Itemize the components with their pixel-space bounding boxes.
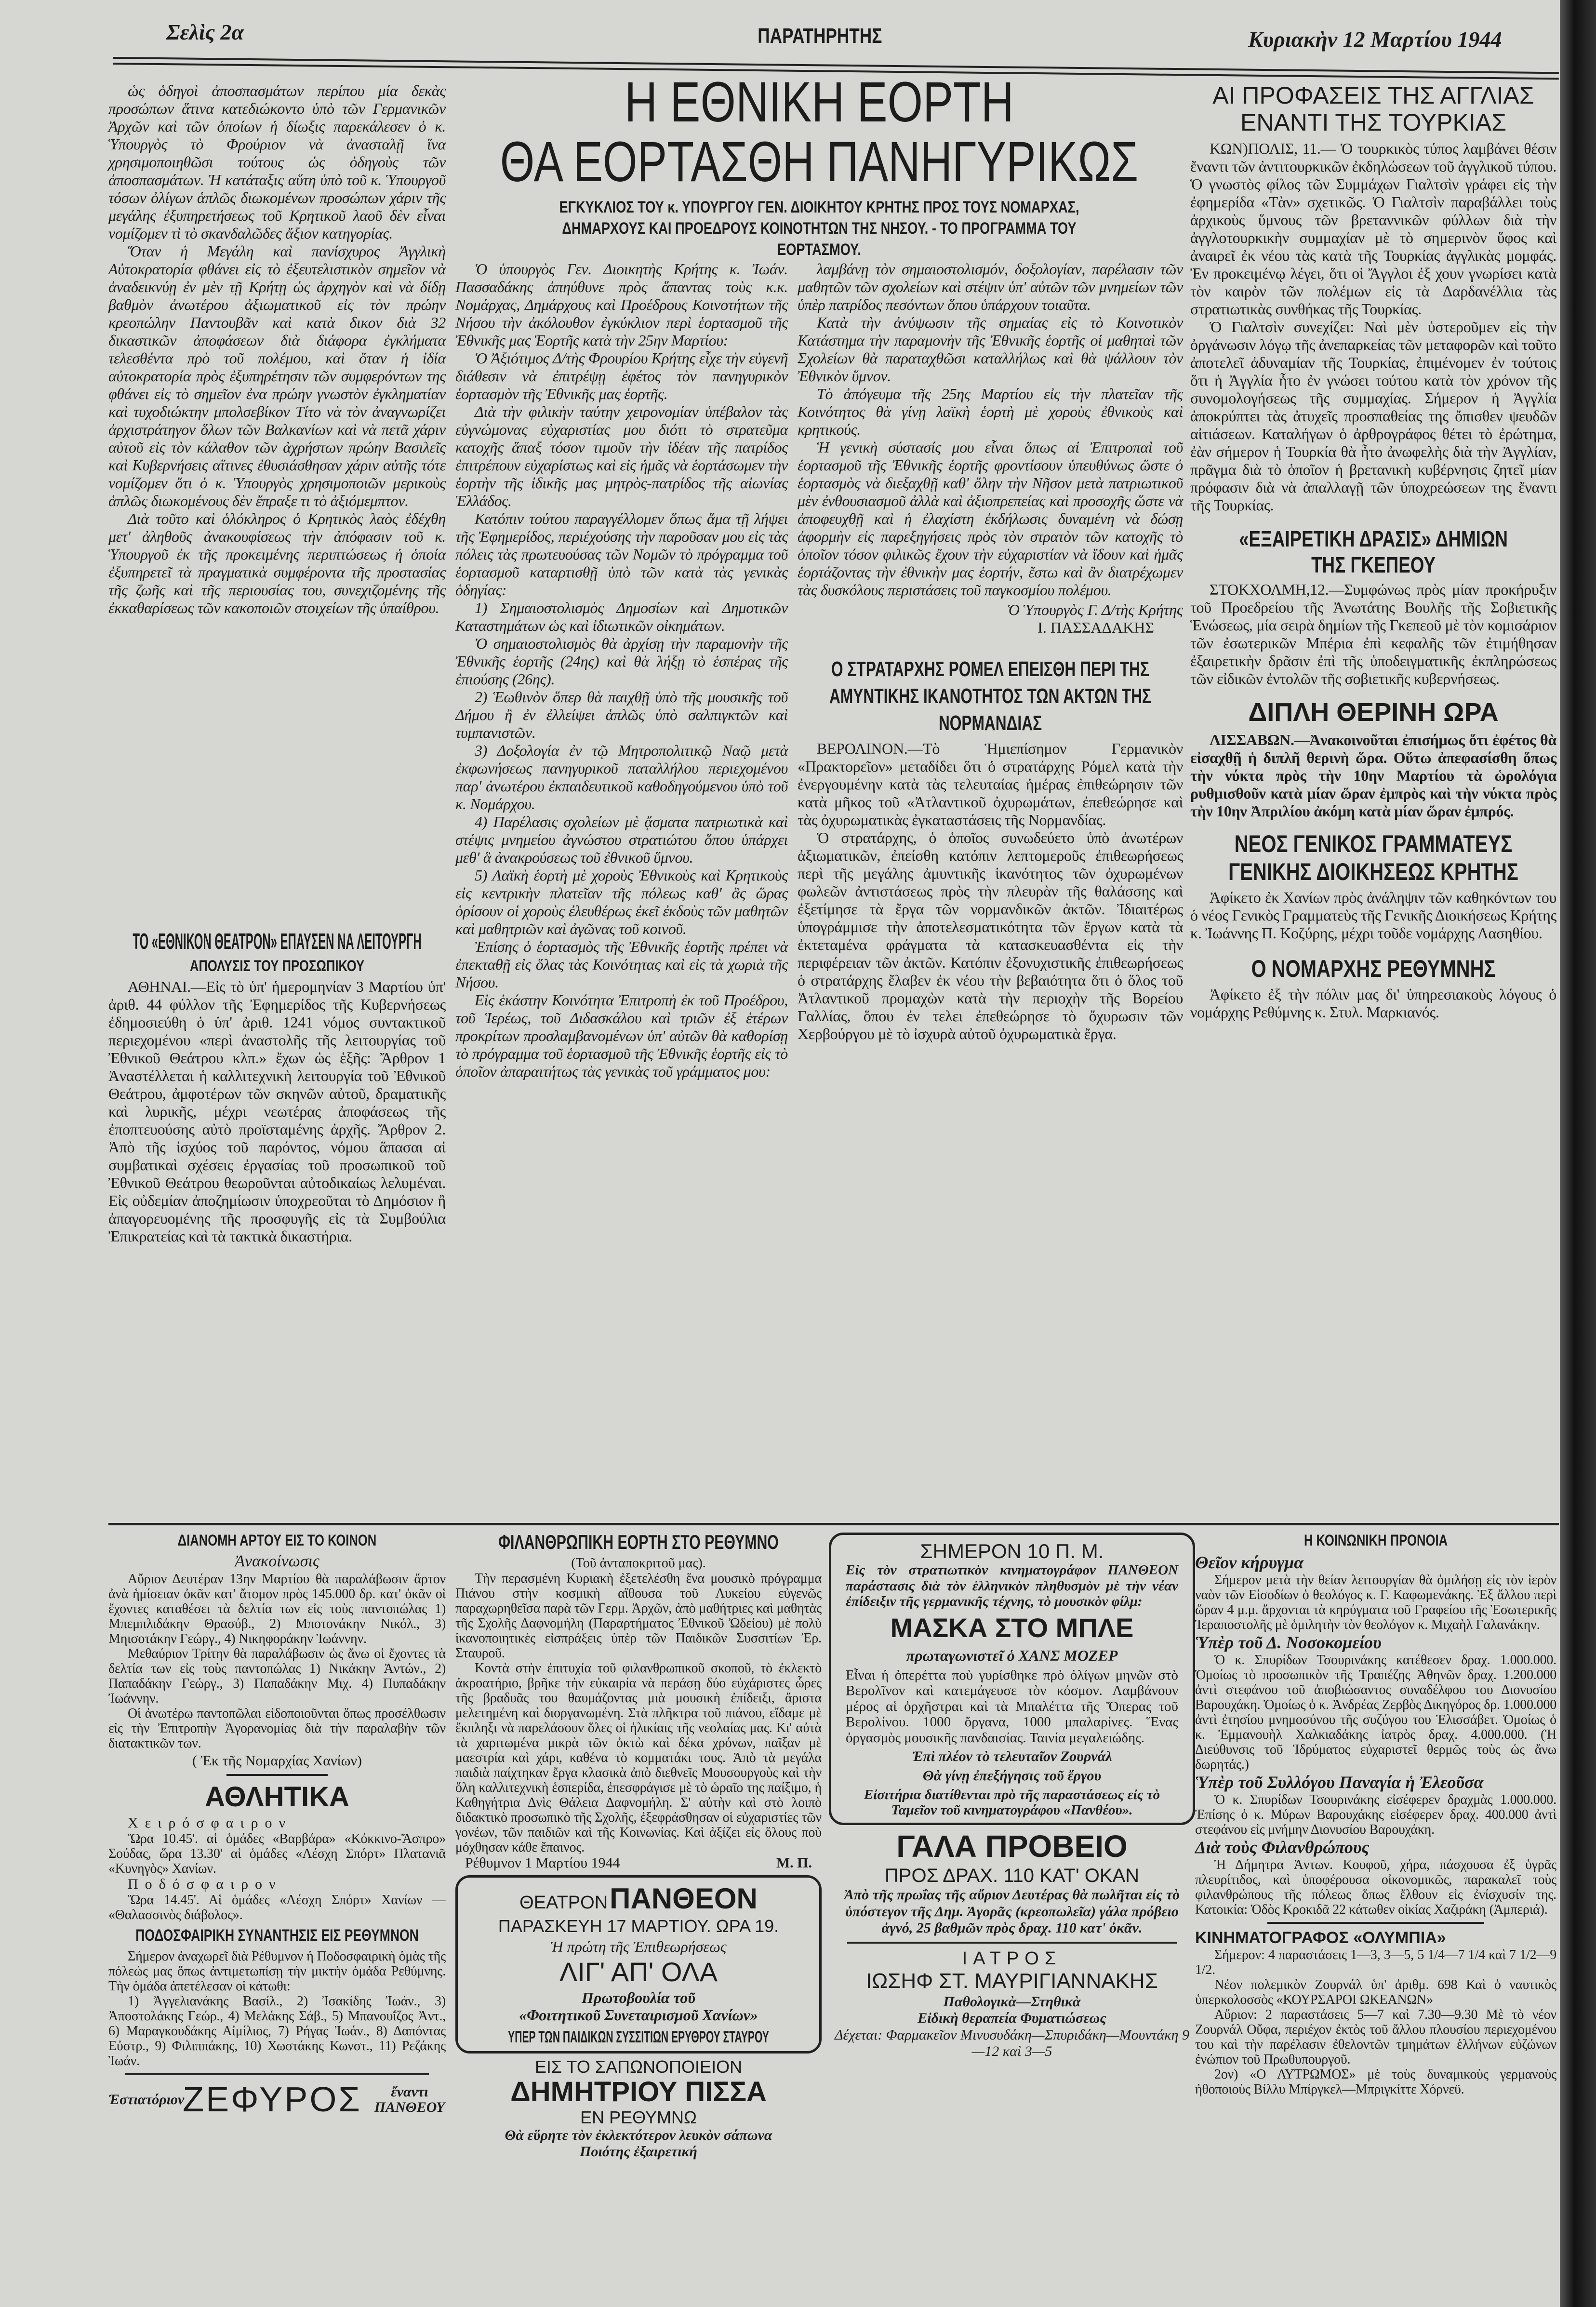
article-body [1190,581,1556,688]
doctor-specialty: Παθολογικὰ—Στηθικὰ [943,1993,1081,2010]
main-headline-block [453,72,1185,265]
paragraph: Μεθαύριον Τρίτην θὰ παραλάβωσιν ὡς ἄνω οἱ ἔχοντες τὰ δελτία των εἰς τοὺς παντοπώλας 1) Νικάκην Ἀντών., 2) Παπαδάκην Γεώργ., 3) Παπαδάκην Μιχ. 4) Πυπαδάκην Ἰωάννην. [108,1646,446,1706]
paragraph: λαμβάνῃ τὸν σημαιοστολισμόν, δοξολογίαν, παρέλασιν τῶν μαθητῶν τῶν σχολείων καὶ στέψιν ὑπ' αὐτῶν τῶν μνημείων τῶν ὑπὲρ πατρίδος πεσόντων ὅπου ὑπάρχουν τοιαῦτα. [798,260,1183,313]
main-article-col-1 [455,260,788,1080]
sport-football: Ποδόσφαιρον [128,1876,282,1892]
philanthropy-title: Διὰ τοὺς Φιλανθρώπους [1195,1838,1370,1857]
society-title: Ὑπὲρ τοῦ Συλλόγου Παναγία ἡ Ἐλεοῦσα [1195,1773,1484,1792]
page-number: Σελὶς 2α [166,20,244,44]
sheep-milk-ad [829,1829,1195,1936]
paragraph: ΑΘΗΝΑΙ.—Εἰς τὸ ὑπ' ἡμερομηνίαν 3 Μαρτίου ὑπ' ἀριθ. 44 φύλλον τῆς Ἐφημερίδος τῆς Κυβερνήσεως ἐδημοσιεύθη ὁ ὑπ' ἀριθ. 1241 νόμος συντακτικοῦ περιεχομένου «περὶ ἀναστολῆς τῆς λειτουργίας τοῦ Ἐθνικοῦ Θεάτρου κλπ.» ἔχων ὡς ἑξῆς: Ἄρθρον 1 Ἀναστέλλεται ἡ καλλιτεχνικὴ λειτουργία τοῦ Ἐθνικοῦ Θεάτρου, ἀμφοτέρων τῶν σκηνῶν αὐτοῦ, δραματικῆς καὶ λυρικῆς, μέχρι νεωτέρας ἀποφάσεως τῆς ἐποπτευούσης αὐτὸ προϊσταμένης ἀρχῆς. Ἄρθρον 2. Ἀπὸ τῆς ἰσχύος τοῦ παρόντος, νόμου ἅπασαι αἱ συμβατικαὶ σχέσεις ἐργασίας τοῦ προσωπικοῦ τοῦ Ἐθνικοῦ Θεάτρου θεωροῦνται αὐτοδικαίως λελυμέναι. Εἰς οὐδεμίαν ἀποζημίωσιν ὑποχρεοῦται τὸ Δημόσιον ἢ ἀπαγορευομένης τῆς προσφυγῆς εἰς τὰ Συμβούλια Ἐπικρατείας καὶ τὰ τακτικὰ δικαστήρια. [108,978,446,1245]
notice-title: ΔΙΑΝΟΜΗ ΑΡΤΟΥ ΕΙΣ ΤΟ ΚΟΙΝΟΝ [177,1532,377,1549]
paragraph: Ὁ ὑπουργὸς Γεν. Διοικητὴς Κρήτης κ. Ἰωάν. Πασσαδάκης ἀπηύθυνε πρὸς ἅπαντας τοὺς κ.κ. Νομάρχας, Δημάρχους καὶ Προέδρους Κοινοτήτων τῆς Νήσου τὴν ἀκόλουθον ἐγκύκλιον περὶ ἑορτασμοῦ τῆς Ἐθνικῆς μας Ἑορτῆς κατὰ τὴν 25ην Μαρτίου: [455,260,788,349]
paragraph: Ὁ σημαιοστολισμὸς θὰ ἀρχίσῃ τὴν παραμονὴν τῆς Ἐθνικῆς ἑορτῆς (24ης) καὶ θὰ λήξῃ τὸ ἑσπέρας τῆς ἐπιούσης (26ης). [455,635,788,688]
paragraph: Κοντὰ στὴν ἐπιτυχία τοῦ φιλανθρωπικοῦ σκοποῦ, τὸ ἐκλεκτὸ ἀκροατήριο, βρῆκε τὴν εὐκαιρία νὰ περάσῃ δύο εὐχάριστες ὧρες τῆς βραδυᾶς του θαυμάζοντας μιὰ μουσικὴ ἐπίδειξι, ἄριστα μελετημένη καὶ διοργανωμένη. Στὰ πλῆκτρα τοῦ πιάνου, εἴδαμε μὲ ἔκπληξι νὰ παρελάσουν ὅλες οἱ ἡλικίαις τῆς νεολαίας μας. Κι' αὐτὰ τὰ χαριτωμένα μικρὰ τῶν ὀκτὼ καὶ δέκα χρόνων, παῖξαν μὲ μαεστρία καὶ χάρι, καθένα τὸ κομματάκι τους. Ἀπὸ τὰ μεγάλα παιδιὰ παίχτηκαν ἔργα κλασικὰ ἀπὸ διεθνεῖς Μουσουργοὺς καὶ τὴν ὅλη καλλιτεχνικὴ ἑσπερίδα, ἐπεσφράγισε μὲ τὸ ὡραῖο της παίξιμο, ἡ Καθηγήτρια Δνὶς Θάλεια Δαφνομήλη. Σ' αὐτὴν καὶ στὸ λοιπὸ διδακτικὸ προσωπικὸ τῆς Σχολῆς, ἐξεφράσθησαν οἱ εὐχαριστίες τῶν γονέων, τῶν παιδιῶν καὶ τῆς Κοινωνίας. Καὶ ἀξίζει εἰς ὅλους ποὺ μόχθησαν κάθε ἔπαινος. [455,1661,822,1855]
milk-price: ΠΡΟΣ ΔΡΑΧ. 110 ΚΑΤ' ΟΚΑΝ [884,1865,1140,1887]
article-title-turkey: ΑΙ ΠΡΟΦΑΣΕΙΣ ΤΗΣ ΑΓΓΛΙΑΣ ΕΝΑΝΤΙ ΤΗΣ ΤΟΥΡΚΙΑΣ [1212,82,1534,136]
ad-tickets: Εἰσιτήρια διατίθενται πρὸ τῆς παραστάσεως εἰς τὸ Ταμεῖον τοῦ κινηματογράφου «Πανθέου». [864,1787,1160,1818]
cinema-pantheon-ad [829,1533,1195,1825]
headline-line-2: ΘΑ ΕΟΡΤΑΣΘΗ ΠΑΝΗΓΥΡΙΚΩΣ [500,130,1139,194]
zefyros-right: ἔναντι ΠΑΝΘΕΟΥ [374,2084,445,2115]
article-body [1190,986,1556,1021]
welfare-title: Η ΚΟΙΝΩΝΙΚΗ ΠΡΟΝΟΙΑ [1303,1532,1448,1549]
charity-note: (Τοῦ ἀνταποκριτοῦ μας). [571,1556,706,1571]
article-body [1190,140,1556,514]
ad-premiere: Ἡ πρώτη τῆς Ἐπιθεωρήσεως [550,1937,727,1955]
headline-line-1: Η ΕΘΝΙΚΗ ΕΟΡΤΗ [625,70,1014,134]
paragraph: Σήμερον ἀναχωρεῖ διὰ Ρέθυμνον ἡ Ποδοσφαιρικὴ ὁμὰς τῆς πόλεώς μας ὅπως ἀντιμετωπίσῃ τὴν μικτὴν ὁμάδα Ρεθύμνης. Τὴν ὁμάδα ἀπετέλεσαν οἱ κάτωθι: [108,1949,446,1994]
society-text: Ὁ κ. Σπυρίδων Τσουρινάκης εἰσέφερεν δραχμὰς 1.000.000. Ἐπίσης ὁ κ. Μύρων Βαρουχάκης εἰσέφερεν δραχ. 400.000 ἀντὶ στεφάνου εἰς μνήμην Διονυσίου Βαρουχάκη. [1195,1792,1556,1837]
paragraph: Κατόπιν τούτου παραγγέλλομεν ὅπως ἅμα τῇ λήψει τῆς Ἐφημερίδος, περιέχούσης τὴν παροῦσαν μου εἰς τὰς πόλεις τὰς πρωτευούσας τῶν Νομῶν τὸ πρόγραμμα τοῦ ἑορτασμοῦ καταρτισθῇ ὑπὸ τῶν κατὰ τὰς γενικὰς ὁδηγίας: [455,510,788,599]
paragraph: Οἱ ἀνωτέρω παντοπῶλαι εἰδοποιοῦνται ὅπως προσέλθωσιν εἰς τὴν Ἐπιτροπὴν Ἀγορανομίας διὰ τὴν παραλαβὴν τῶν διατακτικῶν των. [108,1706,446,1751]
divider [125,2073,429,2075]
zefyros-name: ΖΕΦΥΡΟΣ [183,2080,362,2119]
paragraph: 4) Παρέλασις σχολείων μὲ ᾄσματα πατριωτικὰ καὶ στέψις μνημείου ἀγνώστου στρατιώτου ὅπου ὑπάρχει μεθ' ἃ ἀνακρούσεως τοῦ ἐθνικοῦ ὕμνου. [455,813,788,866]
zefyros-ad [108,2080,446,2120]
divider [847,1942,1177,1944]
paragraph: Εἰς ἑκάστην Κοινότητα Ἐπιτροπὴ ἐκ τοῦ Προέδρου, τοῦ Ἱερέως, τοῦ Διδασκάλου καὶ τριῶν ἐξ ἑτέρων προκρίτων προσλαμβανομένων ὑπ' αὐτῶν θὰ καθορίσῃ τὸ πρόγραμμα τοῦ ἑορτασμοῦ τῆς Ἐθνικῆς ἑορτῆς εἰς τὸ ὁποῖον ἀπαραιτήτως τὰς γενικὰς τοῦ γράμματος μου: [455,991,788,1080]
paragraph: Ὅταν ἡ Μεγάλη καὶ πανίσχυρος Ἀγγλικὴ Αὐτοκρατορία φθάνει εἰς τὸ ἐξευτελιστικὸν σημεῖον νὰ ἀναδεικνύῃ ἐν μὲν τῇ Κρήτῃ ὡς ἀρχηγὸν καὶ νὰ δίδῃ βαθμὸν ἀνωτέρου ἀξιωματικοῦ εἰς τὸν πρώην κρεοπώλην Παντουβᾶν καὶ κατὰ δικον διὰ 32 δικαστικῶν ἀποφάσεων διὰ διάφορα ἐγκλήματα τελεσθέντα πρὸ τοῦ πολέμου, καὶ ὅταν ἡ ἰδία αὐτοκρατορία πρὸς ἐξυπηρέτησιν τῶν συμφερόντων της φθάνει εἰς τὸ σημεῖον ἐνα πρώην γνωστὸν ἐγκληματίαν καὶ τυχοδιώκτην μπολσεβίκον Τίτο νὰ τὸν ἀναγνωρίζει ἀρχιστράτηγον ὅλων τῶν Βαλκανίων καὶ νὰ πετᾶ χάριν αὐτοῦ εἰς τὸν κάλαθον τῶν ἀχρήστων πρώην Βασιλεῖς καὶ Κυβερνήσεις αἵτινες ἐθυσιάσθησαν χάριν αὐτῆς τότε νομίζομεν ὅτι ὁ κ. Ὑπουργὸς χρησιμοποιῶν μερικοὺς ἁπλῶς διωκομένους δὲν ἔπραξε τι τὸ ἀξιόμεμπτον. [108,242,446,509]
paragraph: Ἀφίκετο ἐκ Χανίων πρὸς ἀνάληψιν τῶν καθηκόντων του ὁ νέος Γενικὸς Γραμματεὺς τῆς Γενικῆς Διοικήσεως Κρήτης κ. Ἰωάννης Π. Κοζύρης, μέχρι τοῦδε νομάρχης Λασηθίου. [1190,889,1556,942]
paragraph: Ἐπίσης ὁ ἑορτασμὸς τῆς Ἐθνικῆς ἑορτῆς πρέπει νὰ ἐπεκταθῇ εἰς ὅλας τὰς Κοινότητας καὶ εἰς τὰ χωριὰ τῆς Νήσου. [455,938,788,991]
paragraph: Ἀφίκετο ἐξ τὴν πόλιν μας δι' ὑπηρεσιακοὺς λόγους ὁ νομάρχης Ρεθύμνης κ. Στυλ. Μαρκιανός. [1190,986,1556,1021]
ad-theatre-label: ΘΕΑΤΡΟΝ [519,1893,608,1913]
newspaper-name: ΠΑΡΑΤΗΡΗΤΗΣ [758,24,882,48]
paragraph: Νέον πολεμικὸν Ζουρνάλ ὑπ' ἀριθμ. 698 Καὶ ὁ ναυτικὸς ὑπερκολοσσὸς «ΚΟΥΡΣΑΡΟΙ ΩΚΕΑΝΩΝ» [1195,1977,1556,2007]
article-title: ΤΟ «ΕΘΝΙΚΟΝ ΘΕΑΤΡΟΝ» ΕΠΑΥΣΕΝ ΝΑ ΛΕΙΤΟΥΡΓΗ [133,929,422,954]
issue-date: Κυριακὴν 12 Μαρτίου 1944 [1248,27,1502,52]
doctor-hours: Δέχεται: Φαρμακεῖον Μινυσυδάκη—Σπυριδάκη—Μουντάκη 9—12 καὶ 3—5 [835,2027,1189,2060]
right-column [1190,82,1556,1021]
article-national-theatre [108,925,446,1245]
article-title-nomarch: Ο ΝΟΜΑΡΧΗΣ ΡΕΘΥΜΝΗΣ [1251,955,1496,982]
ad-theatre-name: ΠΑΝΘΕΟΝ [610,1882,758,1915]
doctor-label: ΙΑΤΡΟΣ [962,1948,1062,1969]
article-body [108,978,446,1245]
ad-cause: ΥΠΕΡ ΤΩΝ ΠΑΙΔΙΚΩΝ ΣΥΣΣΙΤΙΩΝ ΕΡΥΘΡΟΥ ΣΤΑΥΡΟΥ [508,2027,769,2046]
soap-line-5: Ποιότης ἐξαιρετική [580,2143,697,2160]
pantheon-theatre-ad [455,1875,822,2054]
paragraph: Κατὰ τὴν ἀνύψωσιν τῆς σημαίας εἰς τὸ Κοινοτικὸν Κατάστημα τὴν παραμονὴν τῆς Ἐθνικῆς ἑορτῆς οἱ μαθηταὶ τῶν Σχολείων θὰ παραταχθῶσι καταλλήλως καὶ θὰ ψάλλουν τὸν Ἐθνικὸν ὕμνον. [798,314,1183,385]
doctor-name: ΙΩΣΗΦ ΣΤ. ΜΑΥΡΙΓΙΑΝΝΑΚΗΣ [866,1969,1158,1993]
ad-newsreel: Ἐπὶ πλέον τὸ τελευταῖον Ζουρνάλ [912,1748,1112,1765]
sermon-text: Σήμερον μετὰ τὴν θείαν λειτουργίαν θὰ ὁμιλήσῃ εἰς τὸν ἱερὸν ναὸν τῶν Εἰσοδίων ὁ θεολόγος κ. Γ. Καφωμενάκης. Ἐξ ἄλλου περὶ ὥραν 4 μ.μ. ἄρχονται τὰ κηρύγματα τοῦ Γραφείου τῆς Ἐσωτερικῆς Ἱεραποστολῆς μὲ ὁμιλητὴν τὸν θεολόγον κ. Μιχαὴλ Γαλανάκην. [1195,1573,1556,1632]
article-body [798,740,1183,1043]
philanthropy-text: Ἡ Δήμητρα Ἀντων. Κουφοῦ, χήρα, πάσχουσα ἐξ ὑγρᾶς πλευρίτιδος, καὶ ὑποφέρουσα οἰκονομικῶς, παρακαλεῖ τοὺς φιλανθρώπους τῆς πόλεως ὅπως ἔλθουν εἰς ἐνίσχυσίν της. Κατοικία: Ὁδὸς Κροκιδᾶ 22 κάτωθεν οἰκίας Χαζιράκη (Ἀμπεριά). [1195,1857,1556,1917]
paragraph: Διὰ τοῦτο καὶ ὁλόκληρος ὁ Κρητικὸς λαὸς ἐδέχθη μετ' ἀληθοῦς ἀνακουφίσεως τὴν ἀπόφασιν τοῦ κ. Ὑπουργοῦ ἐκ τῆς προκειμένης περιπτώσεως ἡ ὁποία ἐξυπηρετεῖ τὰ πραγματικὰ συμφέροντα τῆς προστασίας τῆς ζωῆς καὶ τῆς περιουσίας του, συνεχιζομένης τῆς ἐκκαθαρίσεως τῶν κακοποιῶν στοιχείων τῆς ὑπαίθρου. [108,510,446,616]
divider [226,1774,328,1776]
paragraph: 2ον) «Ο ΛΥΤΡΩΜΟΣ» μὲ τοὺς δυναμικοὺς γερμανοὺς ἠθοποιοὺς Βίλλυ Μπίργκελ—Μπριγκίττε Χόρνεϋ. [1195,2067,1556,2097]
paragraph: Διὰ τὴν φιλικὴν ταύτην χειρονομίαν ὑπέβαλον τὰς εὐγνώμονας εὐχαριστίας μου διότι τὸ στρατεῦμα κατοχῆς ἅπαξ τόσον τιμοῦν τὴν ἰδέαν τῆς πατρίδος ἐπιτρέπουν εὐχαρίστως καὶ εἰς ἡμᾶς νὰ ἑορτάσωμεν τὴν ἑορτὴν τῆς ἰδικῆς μας μητρὸς-πατρίδος τῆς αἰωνίας Ἑλλάδος. [455,403,788,509]
article-body [455,1571,822,1855]
adjacent-page-edge [1560,0,1596,2307]
sport-handball: Χειρόσφαιρον [128,1815,293,1831]
notice-source: ( Ἐκ τῆς Νομαρχίας Χανίων) [192,1753,362,1769]
paragraph: ΒΕΡΟΛΙΝΟΝ.—Τὸ Ἡμιεπίσημον Γερμανικὸν «Πρακτορεῖον» μεταδίδει ὅτι ὁ στρατάρχης Ρόμελ κατὰ τὴν ἐνεργουμένην κατὰ τὰς τελευταίας ἡμέρας ἐπιθεώρησιν τῶν κατὰ μῆκος τοῦ «Ἀτλαντικοῦ ὀχυρωμάτων, ἐπεθεώρησε καὶ τὰς ὀχυρωματικὰς ἐγκαταστάσεις τῆς Νορμανδίας. [798,740,1183,828]
ad-star: πρωταγωνιστεῖ ὁ ΧΑΝΣ ΜΟΖΕΡ [906,1647,1118,1665]
paragraph: Αὔριον Δευτέραν 13ην Μαρτίου θὰ παραλάβωσιν ἄρτον ἀνὰ ἡμίσειαν ὀκᾶν κατ' ἄτομον πρὸς 145.000 δρ. κατ' ὀκᾶν οἱ ἔχοντες καταθέσει τὰ δελτία των εἰς τοὺς παντοπώλας 1) Μπεμπλιδάκην Θρασύβ., 2) Μποτονάκην Νικόλ., 3) Μηισοτάκην Γεώργ., 4) Νικηφοράκην Ἰωάννην. [108,1572,446,1646]
paragraph: ὡς ὁδηγοὶ ἀποσπασμάτων περίπου μία δεκὰς προσώπων ἅτινα κατεδιώκοντο ὑπὸ τῶν Γερμανικῶν Ἀρχῶν καὶ τῶν ὁποίων ἡ δίωξις παρεκάλεσεν ὁ κ. Ὑπουργὸς τὸ Φρούριον νὰ ἀνασταλῇ ἵνα χρησιμοποιηθῶσι τούτους ὡς ὁδηγοὺς τῶν ἀποσπασμάτων. Ἡ κατάταξις αὕτη ὑπὸ τοῦ κ. Ὑπουργοῦ τόσων ὀλίγων ἁπλῶς διωκομένων προσώπων χάριν τῆς μεγάλης ἐξυπηρετήσεως τοῦ Κρητικοῦ λαοῦ δὲν εἶναι νομίζομεν τὶ τὸ σκανδαλῶδες ἄξιον κατηγορίας. [108,82,446,242]
milk-text: Ἀπὸ τῆς πρωΐας τῆς αὔριον Δευτέρας θὰ πωλῆται εἰς τὸ ὑπόστεγον τῆς Δημ. Ἀγορᾶς (κρεοπωλεῖα) γάλα πρόβειο ἀγνό, 25 βαθμῶν πρὸς δραχ. 110 κατ' ὀκᾶν. [844,1887,1180,1936]
paragraph: Ὁ Ἀξιότιμος Δ/τὴς Φρουρίου Κρήτης εἶχε τὴν εὐγενῆ διάθεσιν νὰ ἐπιτρέψῃ ἐφέτος τὸν πανηγυρικὸν ἑορτασμὸν τῆς Ἐθνικῆς μας ἑορτῆς. [455,349,788,402]
soap-place: ΕΝ ΡΕΘΥΜΝΩ [580,2107,697,2128]
ad-description: Εἶναι ἡ ὀπερέττα ποὺ γυρίσθηκε πρὸ ὀλίγων μηνῶν στὸ Βερολῖνον καὶ κατεμάγευσε τὸν κόσμον. Λαμβάνουν μέρος αἱ ὀρχῆστραι καὶ τὰ Μπαλέττα τῆς Ὄπερας τοῦ Βερολίνου. 1000 ὄργανα, 1000 μπαλαρίνες. Ἕνας ὀργασμὸς μουσικῆς πανδαισίας. Ταινία μεγαλειώδης. [846,1667,1178,1746]
signature-title: Ὁ Ὑπουργὸς Γ. Δ/τὴς Κρήτης [1007,601,1183,618]
soap-name: ΔΗΜΗΤΡΙΟΥ ΠΙΣΣΑ [510,2076,767,2108]
subheadline: ΕΓΚΥΚΛΙΟΣ ΤΟΥ κ. ΥΠΟΥΡΓΟΥ ΓΕΝ. ΔΙΟΙΚΗΤΟΥ ΚΡΗΤΗΣ ΠΡΟΣ ΤΟΥΣ ΝΟΜΑΡΧΑΣ, ΔΗΜΑΡΧΟΥΣ ΚΑΙ ΠΡΟΕΔΡΟΥΣ ΚΟΙΝΟΤΗΤΩΝ ΤΗΣ ΝΗΣΟΥ. - ΤΟ ΠΡΟΓΡΑΜΜΑ ΤΟΥ ΕΟΡΤΑΣΜΟΥ. [559,198,1079,259]
article-body [1195,1947,1556,2097]
paragraph: Τὸ ἀπόγευμα τῆς 25ης Μαρτίου εἰς τὴν πλατεῖαν τῆς Κοινότητος θὰ γίνῃ λαϊκὴ ἑορτὴ μὲ χοροὺς ἐθνικοὺς καὶ κρητικούς. [798,385,1183,438]
paragraph: 1) Σημαιοστολισμὸς Δημοσίων καὶ Δημοτικῶν Καταστημάτων ὡς καὶ ἰδιωτικῶν οἰκημάτων. [455,599,788,634]
paragraph: 3) Δοξολογία ἐν τῷ Μητροπολιτικῷ Ναῷ μετὰ ἐκφωνήσεως πανηγυρικοῦ παταλλήλου περιεχομένου παρ' ἀνωτέρου ἐκπαιδευτικοῦ καθοδηγούμενου ὑπὸ τοῦ κ. Νομάρχου. [455,742,788,813]
ad-date: ΠΑΡΑΣΚΕΥΗ 17 ΜΑΡΤΙΟΥ. ΩΡΑ 19. [498,1916,779,1936]
article-body [108,1572,446,1751]
soap-line-4: Θὰ εὕρητε τὸν ἐκλεκτότερον λευκὸν σάπωνα [505,2127,772,2144]
doctor-ad [829,1948,1195,2060]
ad-today: ΣΗΜΕΡΟΝ 10 Π. Μ. [920,1540,1104,1562]
section-divider [108,1523,1559,1525]
soap-factory-ad [455,2057,822,2160]
paragraph: ΛΙΣΣΑΒΩΝ.—Ἀνακοινοῦται ἐπισήμως ὅτι ἐφέτος θὰ εἰσαχθῇ ἡ διπλῆ θερινὴ ὥρα. Οὕτω ἀπεφασίσθη ὅπως τὴν νύκτα πρὸς τὴν 10ην Μαρτίου τὰ ὡρολόγια ρυθμισθοῦν κατὰ μίαν ὥραν ἐμπρὸς καὶ τὴν νύκτα πρὸς τὴν 10ην Ἀπριλίου ἀκόμη κατὰ μίαν ὥραν ἐμπρός. [1190,731,1556,820]
paragraph: ΚΩΝ)ΠΟΛΙΣ, 11.— Ὁ τουρκικὸς τύπος λαμβάνει θέσιν ἔναντι τῶν ἀντιτουρκικῶν ἐκδηλώσεων τοῦ ἀγγλικοῦ τύπου. Ὁ γνωστὸς φίλος τῶν Συμμάχων Γιαλτσὶν γράφει εἰς τὴν ἐφημερίδα «Τὰν» σχετικῶς. Ὁ Γιαλτσὶν παραβάλλει τοὺς ἀρχικοὺς ὕμνους τῶν βρεταννικῶν φύλλων διὰ τὴν ἀγγλοτουρκικὴν συμμαχίαν μὲ τὸ σημερινὸν ὕφος καὶ ἀναιρεῖ ἐκ νέου τὰς κατὰ τῆς Τουρκίας ἀγγλικὰς μομφάς. Ἐν προκειμένῳ λέγει, ὅτι οἱ Ἄγγλοι ἐξ χουν γνωρίσει κατὰ τὸν καιρὸν τῶν πολέμων εἰς τὰ Δαρδανέλλια τὰς στρατιωτικὰς συνθήκας τῆς Τουρκίας. [1190,140,1556,318]
paragraph: Ἡ γενικὴ σύστασίς μου εἶναι ὅπως αἱ Ἐπιτροπαὶ τοῦ ἑορτασμοῦ τῆς Ἐθνικῆς ἑορτῆς φροντίσουν ὑπευθύνως ὥστε ὁ ἑορτασμὸς νὰ διεξαχθῇ καθ' ὅλην τὴν Νῆσον μετὰ πατριωτικοῦ μὲν ἐνθουσιασμοῦ ἀλλὰ καὶ ἀξιοπρεπείας καὶ προσοχῆς ὥστε νὰ ἀποφευχθῇ καὶ ἡ ἐλαχίστη ἐκδήλωσις δυναμένη νὰ δώσῃ ἀφορμὴν εἰς παρεξηγήσεις πρὸς τὸν στρατὸν τῶν κατοχῆς τὸ ὁποῖον τόσον φιλικῶς ἔχουν τὴν εὐχαριστίαν νὰ ἴδουν καὶ ἡμᾶς ἑορτάζοντας τὴν ἐθνικὴν μας ἑορτήν, ἔστω καὶ ἂν διατρέχωμεν τὰς δυσκόλους περιστάσεις τοῦ παγκοσμίου πολέμου. [798,439,1183,599]
bottom-middle-right-column [829,1529,1195,2060]
bottom-left-column [108,1529,446,2120]
article-rommel [798,656,1183,1043]
sports-title: ΑΘΛΗΤΙΚΑ [205,1781,349,1813]
hospital-text: Ὁ κ. Σπυρίδων Τσουρινάκης κατέθεσεν δραχ. 1.000.000. Ὁμοίως τὸ προσωπικὸν τῆς Τραπέζης Ἀθηνῶν δραχ. 1.200.000 ἀντὶ στεφάνου τοῦ ἀποβιώσαντος συναδέλφου του Διονυσίου Βαρουχάκη. Ὁμοίως ὁ κ. Ἀνδρέας Ζερβὸς Δικηγόρος δρ. 1.000.000 ἀντὶ ἐτησίου μνημοσύνου τῆς συζύγου του Ἐλισσάβετ. Ὁμοίως ὁ κ. Ἐμμανουὴλ Χαλκιαδάκης ἰατρὸς δραχ. 4.000.000. (Ἡ Διεύθυνσις τοῦ Ἱδρύματος εὐχαριστεῖ θερμῶς τοὺς ὡς ἄνω δωρητάς.) [1195,1653,1556,1772]
ad-intro: Εἰς τὸν στρατιωτικὸν κινηματογράφον ΠΑΝΘΕΟΝ παράστασις διὰ τὸν ἑλληνικὸν πληθυσμὸν μὲ τὴν νέαν ἐπίδειξιν τῆς γερμανικῆς τέχνης, τὸ μουσικὸν φίλμ: [846,1562,1178,1609]
paragraph: Αὔριον: 2 παραστάσεις 5—7 καὶ 7.30—9.30 Μὲ τὸ νέον Ζουρνάλ Οὔφα, περιέχον ἐκτὸς τοῦ ἄλλου πλουσίου περιεχομένου του καὶ τὴν παρέλασιν ἐθελοντῶν τμημάτων ἑλλήνων εὐζώνων ἐνώπιον τοῦ Πρωθυπουργοῦ. [1195,2007,1556,2067]
article-subtitle: ΑΠΟΛΥΣΙΣ ΤΟΥ ΠΡΟΣΩΠΙΚΟΥ [189,957,365,974]
ad-initiative: Πρωτοβουλία τοῦ [581,1989,696,2007]
article-body [455,260,788,1080]
article-title-gpu: «ΕΞΑΙΡΕΤΙΚΗ ΔΡΑΣΙΣ» ΔΗΜΙΩΝ ΤΗΣ ΓΚΕΠΕΟΥ [1239,526,1508,577]
ad-film-title: ΜΑΣΚΑ ΣΤΟ ΜΠΛΕ [890,1613,1134,1643]
article-title-secgen: ΝΕΟΣ ΓΕΝΙΚΟΣ ΓΡΑΜΜΑΤΕΥΣ ΓΕΝΙΚΗΣ ΔΙΟΙΚΗΣΕΩΣ ΚΡΗΤΗΣ [1228,830,1518,885]
charity-initials: Μ. Π. [776,1855,812,1871]
main-article-col-2 [798,260,1183,1043]
article-body [798,260,1183,599]
paragraph: 5) Λαϊκὴ ἑορτὴ μὲ χοροὺς Ἐθνικοὺς καὶ Κρητικοὺς εἰς κεντρικὴν πλατεῖαν τῆς πόλεως καθ' ἃς ὥρας ὁρίσουν οἱ χοροὺς ἐλευθέρως ἐκεῖ ἐκδοὺς τῶν μαθητῶν καὶ μαθητριῶν καὶ ἀγῶνας τοῦ κοινοῦ. [455,867,788,937]
match-title: ΠΟΔΟΣΦΑΙΡΙΚΗ ΣΥΝΑΝΤΗΣΙΣ ΕΙΣ ΡΕΘΥΜΝΟΝ [135,1926,419,1945]
paragraph: Σήμερον: 4 παραστάσεις 1—3, 3—5, 5 1/4—7 1/4 καὶ 7 1/2—9 1/2. [1195,1947,1556,1977]
sport-handball-text: Ὥρα 10.45'. αἱ ὁμάδες «Βαρβάρα» «Κόκκινο-Ἄσπρο» Σούδας, ὥρα 13.30' αἱ ὁμάδες «Λέσχη Σπόρτ» Πλατανιᾶ «Κυνηγὸς» Χανίων. [108,1831,446,1876]
article-body [108,1949,446,2068]
hospital-title: Ὑπὲρ τοῦ Δ. Νοσοκομείου [1195,1633,1382,1652]
article-body [108,82,446,617]
ad-organizer: «Φοιτητικοῦ Συνεταιρισμοῦ Χανίων» [519,2006,758,2024]
paragraph: ΣΤΟΚΧΟΛΜΗ,12.—Συμφώνως πρὸς μίαν προκήρυξιν τοῦ Προεδρείου τῆς Ἀνωτάτης Βουλῆς τῆς Σοβιετικῆς Ἑνώσεως, μία σειρὰ δημίων τῆς Γκεπεοῦ μὲ τὸν κομισάριον τῶν ἐσωτερικῶν Μπέρια ἐπὶ κεφαλῆς τῶν ἐτιμήθησαν ἐξαιρετικὴν δρᾶσιν ἐπὶ τῆς ὑποδειγματικῆς ἐκπληρώσεως τῶν εἰδικῶν ἐντολῶν τῆς σοβιετικῆς κυβερνήσεως. [1190,581,1556,687]
sermon-title: Θεῖον κήρυγμα [1195,1553,1304,1572]
article-body [1190,731,1556,820]
article-body [1190,889,1556,942]
paragraph: Ὁ στρατάρχης, ὁ ὁποῖος συνωδεύετο ὑπὸ ἀνωτέρων ἀξιωματικῶν, ἐπείσθη κατόπιν λεπτομεροῦς ἐπιθεωρήσεως περὶ τῆς μεγάλης ἀμυντικῆς ἱκανότητος τῶν ὀχυρωμένων φωλεῶν ἀντιστάσεως πρὸς τὴν πλευρὰν τῆς θαλάσσης καὶ ἐξετίμησε τὰ ἔργα τῶν νορμανδικῶν ἀκτῶν. Ἰδιαιτέρως ὑπογράμμισε τὴν ἀποτελεσματικότητα τῶν ἔργων κατὰ τὰ ἐκτεταμένα φράγματα τὰ κατασκευασθέντα εἰς τὴν περιφέρειαν τῶν ἀκτῶν. Κατόπιν ἐξονυχιστικῆς ἐπιθεωρήσεως ὁ στρατάρχης ἔλαβεν ἐκ νέου τὴν βεβαιότητα ὅτι ὁ ὅλος τοῦ Ἀτλαντικοῦ προμαχὼν κατὰ τὴν περιοχὴν τῆς Βορείου Γαλλίας, ὅπου ἐν τελει ἐπεθεώρησε τὸ ὄχυρωσιν τῶν Χερβούργου μὲ τὸ ἰσχυρὰ αὐτοῦ ὀχυρωματικὰ ἔργα. [798,829,1183,1042]
ad-explanation: Θὰ γίνῃ ἐπεξήγησις τοῦ ἔργου [922,1767,1102,1784]
paragraph: Ὁ Γιαλτσὶν συνεχίζει: Ναὶ μὲν ὑστεροῦμεν εἰς τὴν ὀργάνωσιν λόγῳ τῆς ἀνεπαρκείας τῶν μεταφορῶν καὶ τοῦτο ἀποτελεῖ ἀδυναμίαν τῆς Τουρκίας, ἐπιμένομεν ἐν τούτοις ὅτι ἡ Ἀγγλία ἦτο ἐν γνώσει τούτου κατὰ τὸν χρόνον τῆς συνομολογήσεως τῆς συμμαχίας. Σήμερον ἡ Ἀγγλία ἀποκρύπτει τὰς ἀτυχεῖς προσπαθείας της ὄπισθεν ψευδῶν αἰτιάσεων. Καταλήγων ὁ ἀρθρογράφος θέτει τὸ ἐρώτημα, ἐὰν σήμερον ἡ Τουρκία θὰ ἦτο ἀνωφελὴς διὰ τὴν Ἀγγλίαν, πρᾶγμα διὰ τὸ ὁποῖον ἡ βρετανικὴ κυβέρνησις ζητεῖ μίαν πρόφασιν διὰ νὰ ἀπαλλαγῇ τῶν ὑποχρεώσεων της ἔναντι τῆς Τουρκίας. [1190,318,1556,514]
charity-title: ΦΙΛΑΝΘΡΩΠΙΚΗ ΕΟΡΤΗ ΣΤΟ ΡΕΘΥΜΝΟ [498,1531,779,1553]
zefyros-left: Ἑστιατόριον [108,2092,185,2107]
notice-subtitle: Ἀνακοίνωσις [235,1552,319,1570]
article-left-continued [108,82,446,617]
paragraph: 2) Ἑωθινὸν ὅπερ θὰ παιχθῇ ὑπὸ τῆς μουσικῆς τοῦ Δήμου ἢ ἐν ἐλλείψει ἁπλῶς ὑπὸ σαλπιγκτῶν καὶ τυμπανιστῶν. [455,688,788,741]
milk-title: ΓΑΛΑ ΠΡΟΒΕΙΟ [896,1829,1128,1864]
article-title-dst: ΔΙΠΛΗ ΘΕΡΙΝΗ ΩΡΑ [1248,698,1499,727]
ad-show-title: ΛΙΓ' ΑΠ' ΟΛΑ [559,1957,718,1987]
olympia-title: ΚΙΝΗΜΑΤΟΓΡΑΦΟΣ «ΟΛΥΜΠΙΑ» [1195,1929,1446,1947]
signature-name: Ι. ΠΑΣΣΑΔΑΚΗΣ [1037,619,1154,636]
doctor-specialty-2: Εἰδικὴ θεραπεία Φυματιώσεως [918,2010,1106,2027]
divider [1267,1922,1484,1924]
bottom-right-column [1195,1529,1556,2097]
soap-line-1: ΕΙΣ ΤΟ ΣΑΠΩΝΟΠΟΙΕΙΟΝ [534,2056,743,2077]
article-title: Ο ΣΤΡΑΤΑΡΧΗΣ ΡΟΜΕΛ ΕΠΕΙΣΘΗ ΠΕΡΙ ΤΗΣ ΑΜΥΝΤΙΚΗΣ ΙΚΑΝΟΤΗΤΟΣ ΤΩΝ ΑΚΤΩΝ ΤΗΣ ΝΟΡΜΑΝΔΙΑΣ [829,657,1152,735]
charity-place-date: Ρέθυμνον 1 Μαρτίου 1944 [465,1855,620,1871]
paragraph: Τὴν περασμένη Κυριακὴ ἐξετελέσθη ἕνα μουσικὸ πρόγραμμα Πιάνου στὴν κοσμικὴ αἴθουσα τοῦ Λυκείου εὐγενῶς παραχωρηθεῖσα παρὰ τῶν Γερμ. Ἀρχῶν, ἀπὸ μαθήτριες καὶ μαθητὰς τῆς Σχολῆς Δαφνομήλη (Παραρτήματος Ἐθνικοῦ Ὠδείου) μὲ πολὺ ἱκανοποιητικὲς εἰσπράξεις ὑπὲρ τῶν Παιδικῶν Συσσιτίων Ἐρ. Σταυροῦ. [455,1571,822,1661]
bottom-middle-left-column [455,1529,822,2160]
sport-football-text: Ὥρα 14.45'. Αἱ ὁμάδες «Λέσχη Σπόρτ» Χανίων — «Θαλασσινὸς διάβολος». [108,1893,446,1922]
paragraph: 1) Ἀγγελιανάκης Βασίλ., 2) Ἰσακίδης Ἰωάν., 3) Ἀποστολάκης Γεώρ., 4) Μελάκης Σάβ., 5) Μπανουΐζος Ἀντ., 6) Μαραγκουδάκης Αἰμίλιος, 7) Ρήγας Ἰωάν., 8) Δαπόντας Εὐστρ., 9) Φιλιππάκης, 10) Χωστάκης Κωνστ., 11) Ρεζάκης Ἰωάν. [108,1994,446,2068]
